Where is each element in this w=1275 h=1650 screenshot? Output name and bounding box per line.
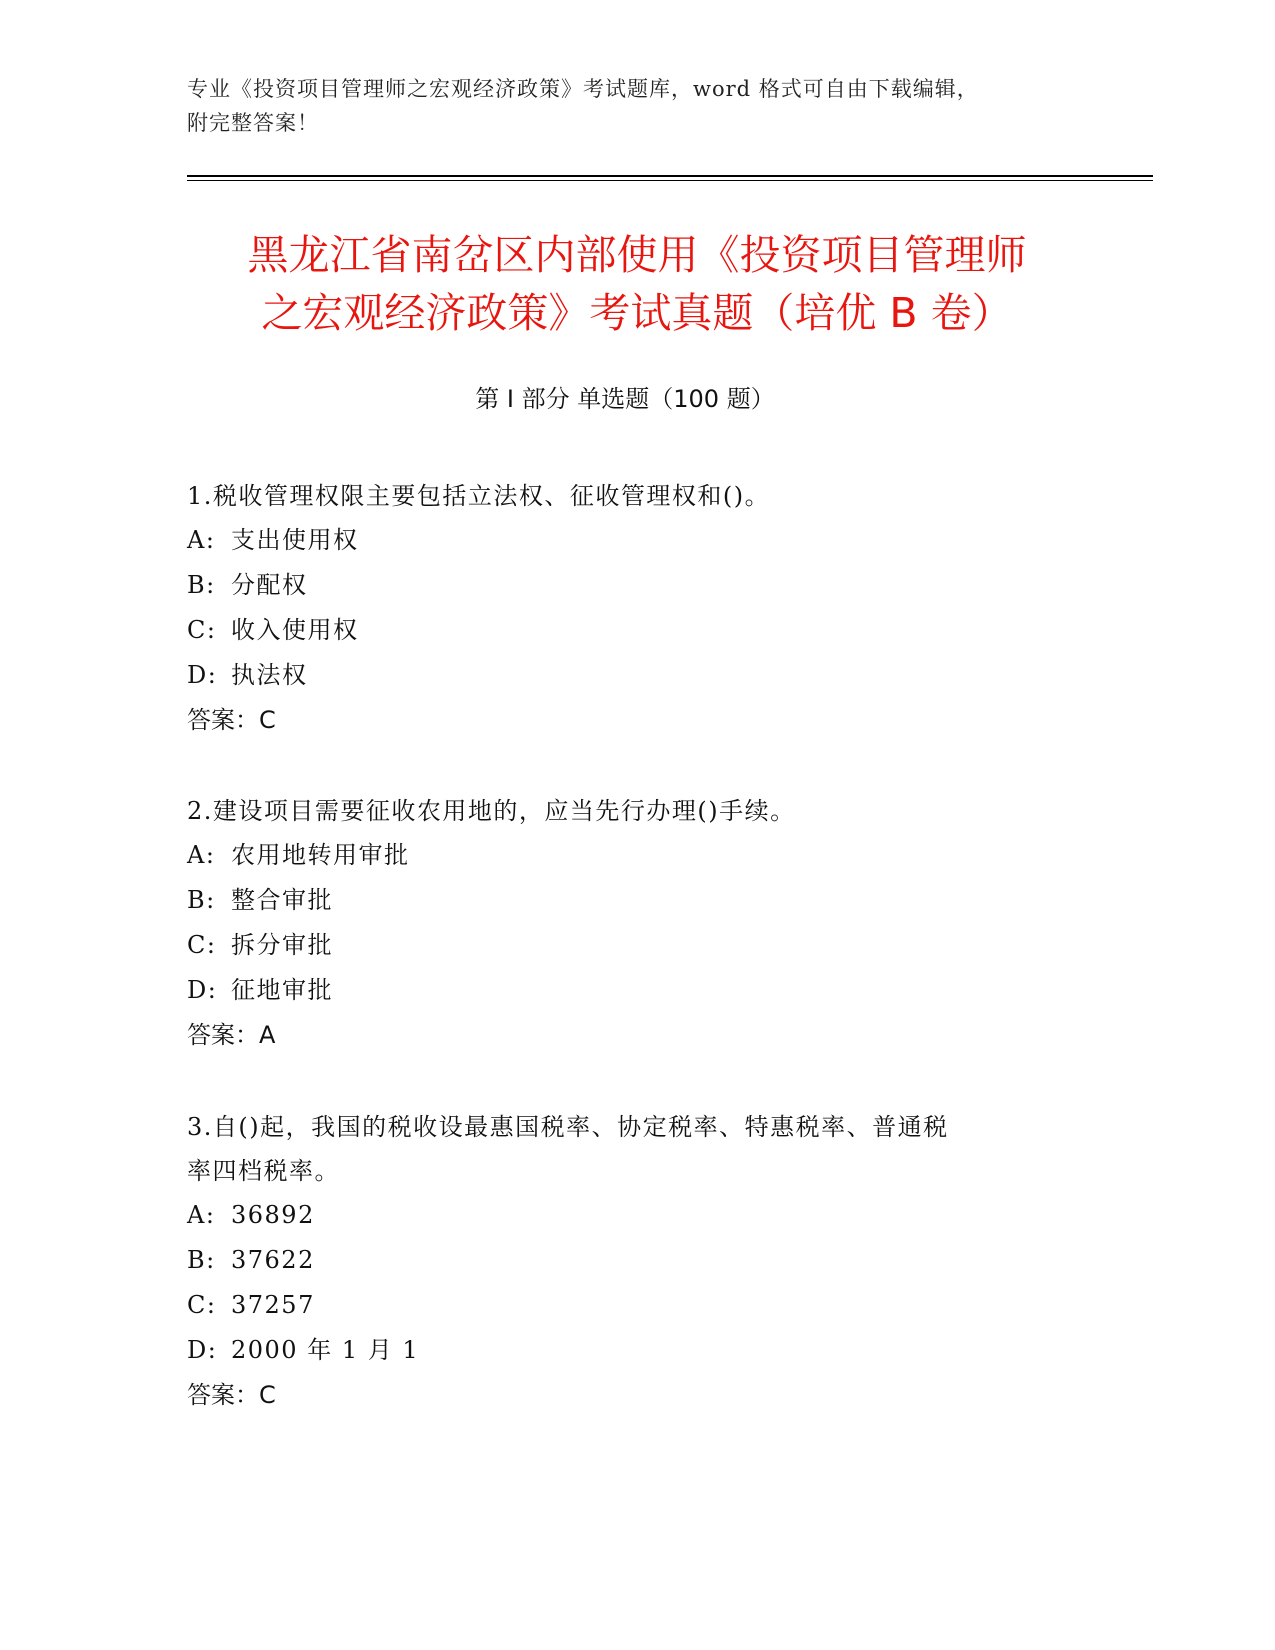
question-stem [187,789,1087,833]
answer: 答案：A [187,1021,276,1049]
question-2 [187,789,1087,1058]
option-text: 收入使用权 [231,616,359,644]
option-text: 征地审批 [231,976,333,1004]
option-text: 支出使用权 [231,526,359,554]
option-key: A: [187,1201,216,1229]
option-key: A: [187,526,216,554]
option-key: C: [187,931,217,959]
option-key: B: [187,571,216,599]
option-a [187,1193,1087,1238]
option-c [187,1283,1087,1328]
header-divider-thick [187,175,1153,177]
question-3 [187,1105,1087,1418]
option-text: 执法权 [231,661,308,689]
option-b [187,563,1087,608]
option-key: A: [187,841,216,869]
option-b [187,878,1087,923]
option-text: 37257 [231,1291,315,1319]
option-text: 2000 年 1 月 1 [231,1336,420,1364]
option-key: D: [187,661,218,689]
question-stem-line: 1.税收管理权限主要包括立法权、征收管理权和()。 [187,482,771,510]
question-stem-line: 3.自()起，我国的税收设最惠国税率、协定税率、特惠税率、普通税 [187,1113,949,1141]
option-a [187,833,1087,878]
option-key: B: [187,886,216,914]
question-stem-line: 2.建设项目需要征收农用地的，应当先行办理()手续。 [187,797,796,825]
option-text: 分配权 [231,571,308,599]
header-note-line-1: 专业《投资项目管理师之宏观经济政策》考试题库，word 格式可自由下载编辑， [187,77,979,101]
option-key: C: [187,616,217,644]
answer: 答案：C [187,1381,276,1409]
option-text: 36892 [231,1201,315,1229]
option-d [187,1328,1087,1373]
document-title-line-2: 之宏观经济政策》考试真题（培优 B 卷） [261,289,1013,337]
question-stem [187,1105,1087,1193]
header-note [187,72,1087,140]
option-key: D: [187,976,218,1004]
option-text: 拆分审批 [231,931,333,959]
option-d [187,968,1087,1013]
option-d [187,653,1087,698]
document-title [187,226,1087,342]
document-title-line-1: 黑龙江省南岔区内部使用《投资项目管理师 [247,231,1027,279]
question-stem-line: 率四档税率。 [187,1157,340,1185]
section-title: 第 I 部分 单选题（100 题） [475,385,775,413]
option-c [187,923,1087,968]
header-note-line-2: 附完整答案！ [187,111,319,135]
answer: 答案：C [187,706,276,734]
question-1 [187,474,1087,743]
option-text: 农用地转用审批 [231,841,410,869]
header-divider-thin [187,180,1153,181]
option-key: B: [187,1246,216,1274]
option-a [187,518,1087,563]
option-text: 整合审批 [231,886,333,914]
question-stem [187,474,1087,518]
option-b [187,1238,1087,1283]
option-text: 37622 [231,1246,315,1274]
option-c [187,608,1087,653]
option-key: D: [187,1336,218,1364]
option-key: C: [187,1291,217,1319]
